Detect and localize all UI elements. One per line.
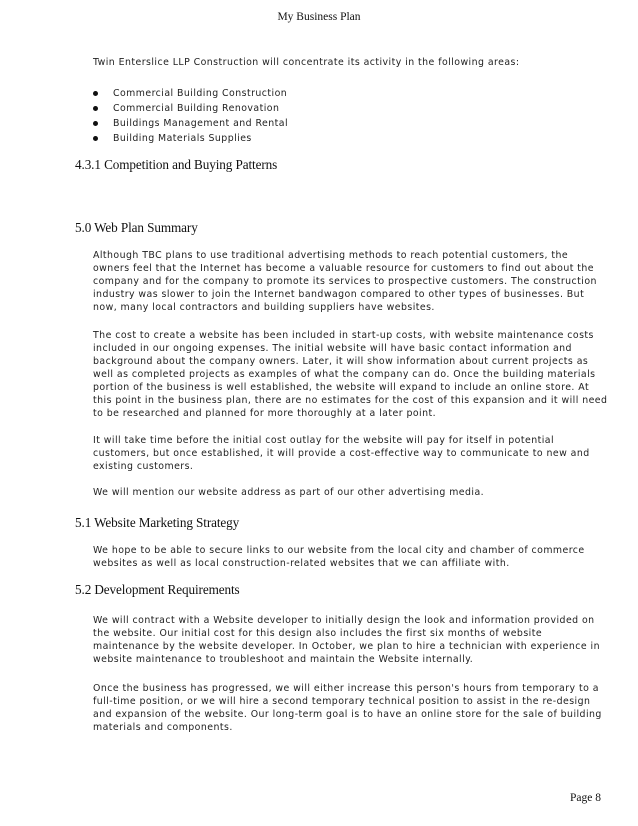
page-header: My Business Plan: [277, 11, 361, 23]
section-heading-competition: 4.3.1 Competition and Buying Patterns: [75, 157, 278, 172]
bullet-icon: [93, 106, 98, 111]
bullet-icon: [93, 91, 98, 96]
bullet-icon: [93, 121, 98, 126]
activity-list: [93, 86, 288, 146]
bullet-icon: [93, 136, 98, 141]
page-number: Page 8: [570, 792, 601, 804]
list-item: Commercial Building Construction: [93, 86, 288, 101]
intro-paragraph: Twin Enterslice LLP Construction will concentrate its activity in the following areas:: [93, 57, 520, 68]
list-item: Buildings Management and Rental: [93, 116, 288, 131]
development-paragraph-1: We will contract with a Website developer to initially design the look and information provided on the website. Our initial cost for this design also includes the first six months of website maintenance by the website developer. In October, we plan to hire a technician with experience in website maintenance to troubleshoot and maintain the Website internally.: [93, 615, 600, 665]
web-plan-paragraph-1: Although TBC plans to use traditional advertising methods to reach potential customers, the owners feel that the Internet has become a valuable resource for customers to find out about the company and for the company to promote its services to prospective customers. The construction industry was slower to join the Internet bandwagon compared to other types of businesses. But now, many local contractors and building suppliers have websites.: [93, 250, 597, 313]
web-plan-paragraph-2: The cost to create a website has been included in start-up costs, with website maintenance costs included in our ongoing expenses. The initial website will have basic contact information and background about the company owners. Later, it will show information about current projects as well as completed projects as examples of what the company can do. Once the building materials portion of the business is well established, the website will expand to include an online store. At this point in the business plan, there are no estimates for the cost of this expansion and it will need to be researched and planned for more thoroughly at a later point.: [93, 330, 608, 419]
web-plan-paragraph-4: We will mention our website address as part of our other advertising media.: [93, 487, 485, 498]
development-paragraph-2: Once the business has progressed, we will either increase this person's hours from temporary to a full-time position, or we will hire a second temporary technical position to assist in the re-design and expansion of the website. Our long-term goal is to have an online store for the sale of building materials and components.: [93, 683, 602, 733]
section-heading-marketing: 5.1 Website Marketing Strategy: [75, 515, 240, 530]
marketing-paragraph: We hope to be able to secure links to our website from the local city and chamber of commerce websites as well as local construction-related websites that we can affiliate with.: [93, 545, 585, 569]
list-item: Commercial Building Renovation: [93, 101, 288, 116]
web-plan-paragraph-3: It will take time before the initial cost outlay for the website will pay for itself in potential customers, but once established, it will provide a cost-effective way to communicate to new and existing customers.: [93, 435, 590, 472]
section-heading-web-plan: 5.0 Web Plan Summary: [75, 220, 198, 235]
list-item: Building Materials Supplies: [93, 131, 288, 146]
section-heading-development: 5.2 Development Requirements: [75, 582, 240, 597]
